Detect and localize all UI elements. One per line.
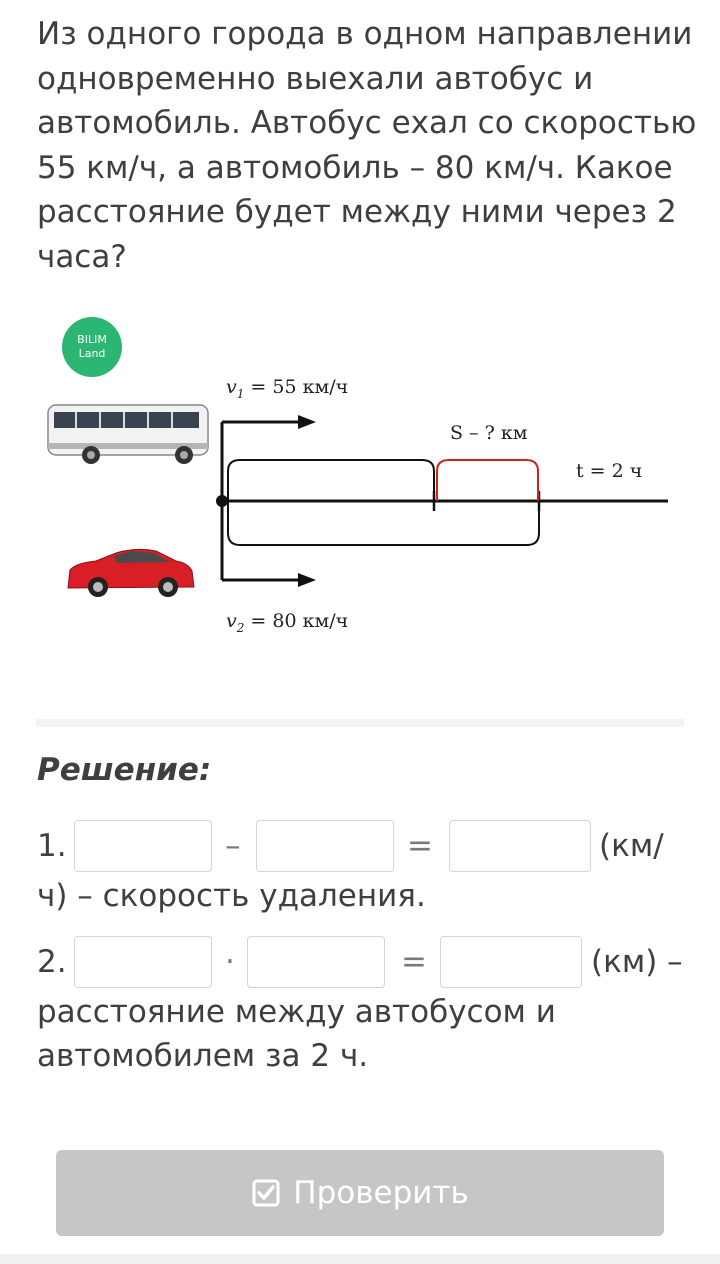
problem-line: автомобиль. Автобус ехал со скоростью: [37, 105, 697, 141]
answer-input-2[interactable]: [256, 820, 394, 872]
bottom-strip: [0, 1254, 720, 1264]
start-point: [216, 495, 228, 507]
answer-input-3[interactable]: [449, 820, 591, 872]
gap-distance-bracket: [437, 460, 538, 501]
multiply-sign: ·: [225, 944, 235, 980]
bus-distance-bracket: [228, 460, 434, 501]
step-number: 1.: [37, 828, 67, 864]
logo-text-1: BILIM: [77, 333, 107, 346]
axis-lines: [222, 422, 668, 580]
problem-line: расстояние будет между ними через 2: [37, 194, 677, 230]
unit-label: (км/: [599, 828, 664, 864]
checkbox-check-icon: [251, 1178, 281, 1208]
problem-line: Из одного города в одном направлении: [37, 16, 693, 52]
answer-input-4[interactable]: [74, 936, 212, 988]
step-description: ч) – скорость удаления.: [37, 878, 426, 914]
check-button[interactable]: [56, 1150, 664, 1236]
answer-input-6[interactable]: [440, 936, 582, 988]
logo-text-2: Land: [78, 347, 106, 360]
step-description: расстояние между автобусом и: [37, 994, 556, 1030]
v1-label: $v_1 = 55$ км/ч: [226, 376, 349, 401]
car-distance-bracket: [228, 501, 539, 545]
problem-line: 55 км/ч, а автомобиль – 80 км/ч. Какое: [37, 149, 673, 186]
solution-step-1: [37, 820, 687, 918]
equals-sign: =: [401, 944, 427, 980]
solution-step-2: [37, 936, 687, 1078]
distance-label: S – ? км: [450, 422, 528, 444]
problem-line: часа?: [37, 238, 127, 275]
v2-arrowhead: [298, 573, 316, 587]
bus-icon: [48, 405, 208, 464]
minus-sign: –: [225, 828, 241, 864]
unit-label: (км) –: [591, 944, 683, 980]
solution-title: Решение:: [37, 752, 212, 788]
motion-diagram: [36, 305, 684, 670]
time-label: t = 2 ч: [576, 460, 643, 482]
step-description: автомобилем за 2 ч.: [37, 1038, 369, 1074]
v1-arrowhead: [298, 415, 316, 429]
problem-line: одновременно выехали автобус и: [37, 60, 594, 97]
answer-input-1[interactable]: [74, 820, 212, 872]
v2-label: $v_2 = 80$ км/ч: [226, 610, 349, 635]
equals-sign: =: [407, 828, 433, 864]
section-divider: [36, 719, 684, 727]
bilimland-logo: [62, 317, 122, 377]
step-number: 2.: [37, 944, 67, 980]
check-button-label: Проверить: [293, 1175, 469, 1211]
problem-text: [37, 12, 697, 279]
answer-input-5[interactable]: [247, 936, 385, 988]
car-icon: [68, 549, 194, 597]
